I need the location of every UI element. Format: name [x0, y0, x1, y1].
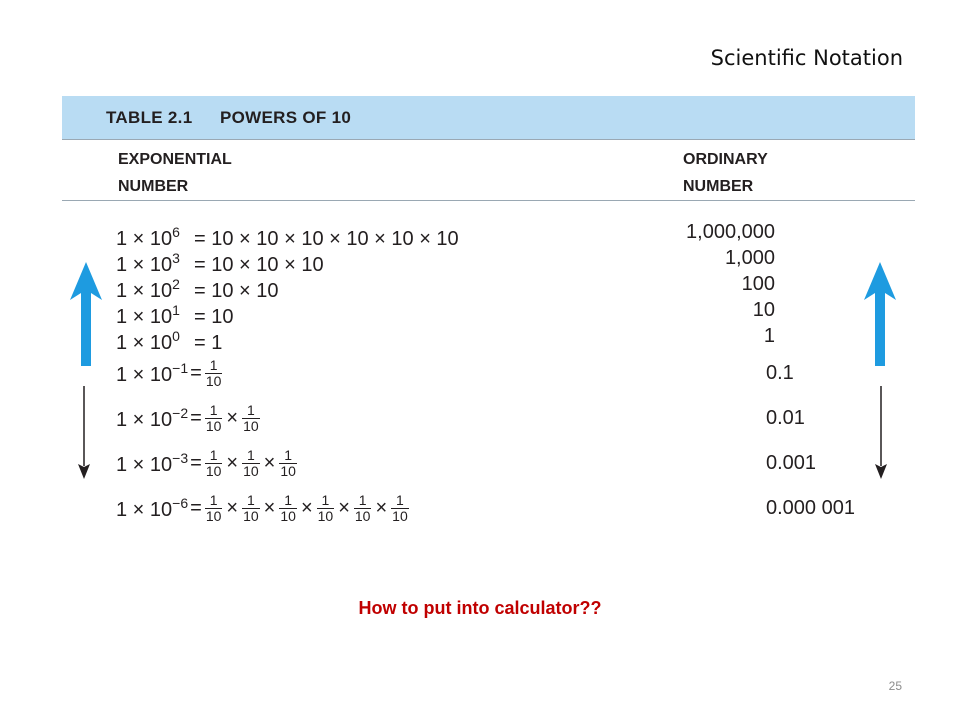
fraction: $\frac{1}{10}$: [280, 446, 296, 479]
expansion: = 10 × 10 × 10: [194, 254, 324, 276]
ordinary-value: 1,000: [724, 247, 775, 269]
table-row: [116, 443, 298, 483]
expansion: = 10 × 10 × 10 × 10 × 10 × 10: [194, 228, 459, 250]
times-sign: ×: [375, 496, 388, 519]
fraction: $\frac{1}{10}$: [243, 446, 259, 479]
table-row: [116, 271, 676, 302]
expansion: = 1: [194, 332, 223, 354]
exponential-value: $1 \times 10^{-3}$: [116, 449, 189, 476]
table-title: POWERS OF 10: [220, 108, 352, 127]
exponential-value: $1 \times 10^{-2}$: [116, 404, 189, 431]
table-row: [116, 398, 261, 438]
fraction: $\frac{1}{10}$: [243, 401, 259, 434]
column-header-line: NUMBER: [683, 178, 754, 195]
times-sign: ×: [263, 496, 276, 519]
down-arrow-icon: [873, 386, 889, 480]
calculator-question: How to put into calculator??: [358, 598, 602, 618]
equals-sign: =: [190, 451, 202, 474]
exponential-value: $1 \times 10^{-6}$: [116, 494, 189, 521]
table-row: [116, 323, 676, 354]
fraction: $\frac{1}{10}$: [205, 446, 222, 479]
ordinary-value: 1,000,000: [686, 221, 775, 243]
times-sign: ×: [338, 496, 350, 519]
fraction: $\frac{1}{10}$: [392, 491, 408, 524]
fraction: $\frac{1}{10}$: [205, 356, 222, 389]
exponential-value: $1 \times 10^{-1}$: [116, 359, 189, 386]
ordinary-value: 100: [741, 273, 775, 295]
down-arrow-icon: [76, 386, 92, 480]
table-row: [116, 488, 410, 528]
ordinary-value: 10: [752, 299, 775, 321]
exponential-value: $1 \times 10^1$: [116, 302, 180, 328]
equals-sign: =: [190, 361, 202, 384]
ordinary-value: 0.01: [766, 407, 805, 429]
expansion: = 10 × 10: [194, 280, 279, 302]
times-sign: ×: [226, 451, 239, 474]
ordinary-value: 0.1: [766, 362, 794, 384]
fraction: $\frac{1}{10}$: [205, 401, 222, 434]
ordinary-value: 0.001: [766, 452, 817, 474]
ordinary-value: 1: [763, 325, 775, 347]
equals-sign: =: [190, 406, 202, 429]
fraction: $\frac{1}{10}$: [205, 491, 222, 524]
blue-up-arrow-icon: [862, 262, 898, 366]
table-row: [116, 353, 223, 393]
page-number: 25: [888, 679, 902, 693]
column-header-line: NUMBER: [118, 178, 189, 195]
table-row: [116, 297, 676, 328]
ordinary-value: 0.000 001: [766, 497, 855, 519]
fraction: $\frac{1}{10}$: [317, 491, 334, 524]
table-label: TABLE 2.1: [106, 108, 193, 127]
table-row: [116, 245, 676, 276]
times-sign: ×: [300, 496, 313, 519]
header-divider: [62, 200, 915, 201]
exponential-value: $1 \times 10^0$: [116, 328, 180, 354]
column-header-ordinary: [683, 146, 768, 200]
column-header-line: ORDINARY: [683, 151, 768, 168]
equals-sign: =: [190, 496, 202, 519]
exponential-value: $1 \times 10^2$: [116, 276, 180, 302]
table-header: [62, 96, 915, 140]
times-sign: ×: [263, 451, 276, 474]
blue-up-arrow-icon: [68, 262, 104, 366]
column-header-exponential: [118, 146, 232, 200]
fraction: $\frac{1}{10}$: [280, 491, 296, 524]
column-header-line: EXPONENTIAL: [118, 151, 232, 168]
slide-title: Scientific Notation: [710, 46, 903, 70]
times-sign: ×: [226, 496, 239, 519]
exponential-value: $1 \times 10^6$: [116, 224, 180, 250]
fraction: $\frac{1}{10}$: [354, 491, 371, 524]
fraction: $\frac{1}{10}$: [243, 491, 259, 524]
exponential-value: $1 \times 10^3$: [116, 250, 180, 276]
table-row: [116, 219, 676, 250]
expansion: = 10: [194, 306, 234, 328]
times-sign: ×: [226, 406, 239, 429]
